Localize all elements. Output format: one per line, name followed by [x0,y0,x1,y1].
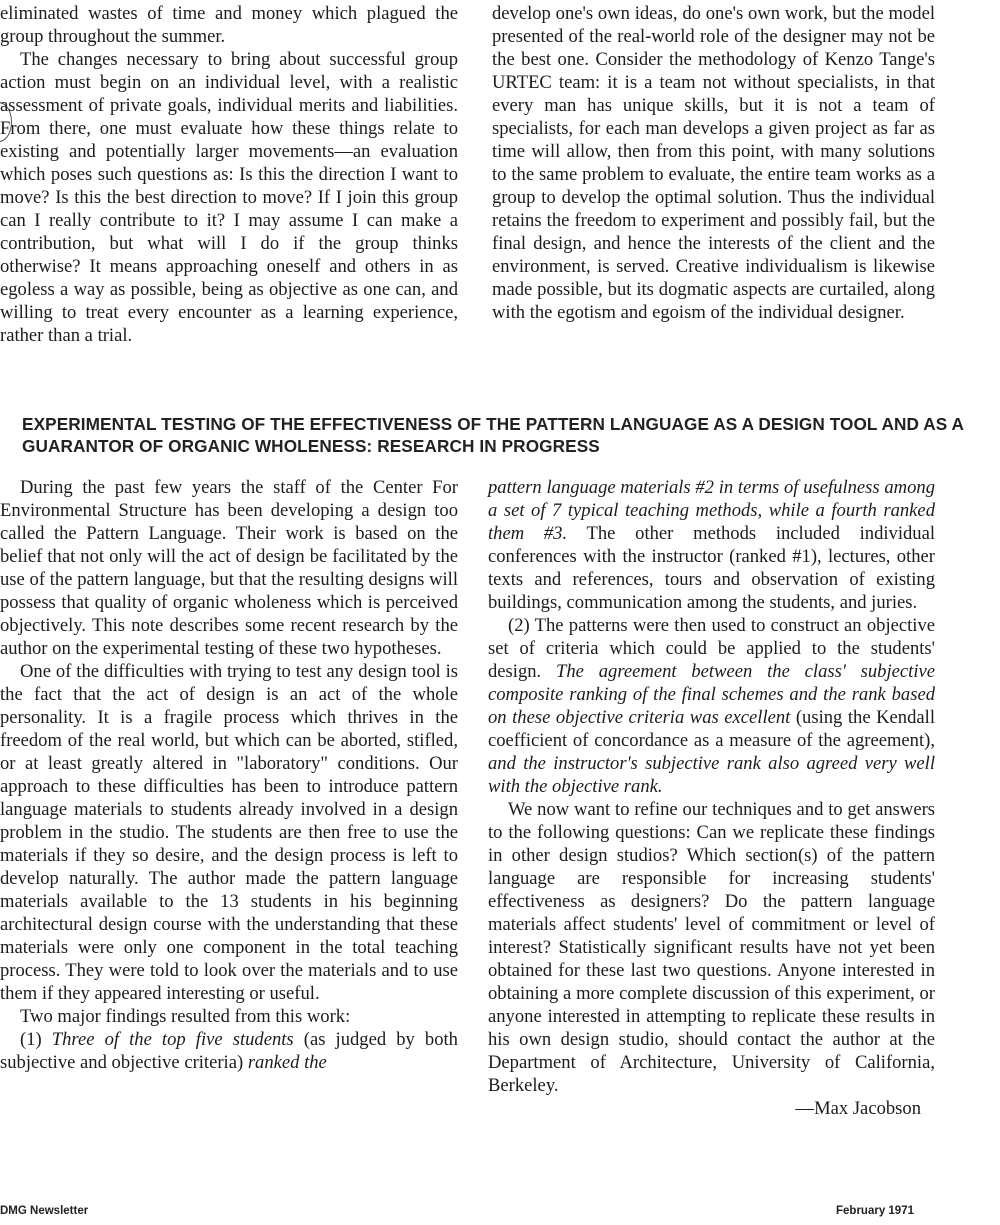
paragraph: During the past few years the staff of the Center For Environmental Structure has been developing a design too called the Pattern Language. Their work is based on the belief that not only will the act of design be facilitated by the use of the pattern language, but that the resulting designs will possess that quality of organic wholeness which is perceived objectively. This note describes some recent research by the author on the experimental testing of these two hypotheses. [0,477,458,659]
text-run: (using the Kendall coefficient of concordance as a measure of the agreement), [488,707,935,751]
issue-date: February 1971 [836,1205,914,1217]
paragraph: We now want to refine our techniques and to get answers to the following questions: Can we replicate these findings in other design studios? Which section(s) of the pattern language are responsible for increasing students' effectiveness as designers? Do the pattern language materials affect students' level of commitment or level of interest? Statistically significant results have not yet been obtained for these last two questions. Anyone interested in obtaining a more complete discussion of this experiment, or anyone interested in attempting to replicate these results in his own design studio, should contact the author at the Department of Architecture, University of California, Berkeley. [488,799,935,1096]
paragraph: Two major findings resulted from this work: [20,1006,351,1027]
finding-number: (1) [20,1029,42,1050]
paragraph [488,476,935,614]
text-run: (as judged by both subjective and objective criteria) [0,1029,458,1073]
italic-text: Three of the top five students [51,1029,294,1050]
italic-text: pattern language materials #2 in terms of usefulness among a set of 7 typical teaching methods, while a fourth ranked them #3. [488,477,935,544]
author-signature: —Max Jacobson [795,1098,921,1119]
article-heading: EXPERIMENTAL TESTING OF THE EFFECTIVENESS OF THE PATTERN LANGUAGE AS A DESIGN TOOL AND AS A GUARANTOR OF ORGANIC WHOLENESS: RESEARCH IN PROGRESS [22,414,964,456]
paragraph: One of the difficulties with trying to test any design tool is the fact that the act of design is an act of the whole personality. It is a fragile process which thrives in the freedom of the real world, but which can be aborted, stifled, or at least greatly altered in "laboratory" conditions. Our approach to these difficulties has been to introduce pattern language materials to students already involved in a design problem in the studio. The students are then free to use the materials if they so desire, and the design process is left to develop naturally. The author made the pattern language materials available to the 13 students in his beginning architectural design course with the understanding that these materials were only one component in the total teaching process. They were told to look over the materials and to use them if they appeared interesting or useful. [0,661,458,1004]
finding-one-paragraph [0,1028,458,1074]
paragraph: develop one's own ideas, do one's own work, but the model presented of the real-world role of the designer may not be the best one. Consider the methodology of Kenzo Tange's URTEC team: it is a team not without specialists, in that every man has unique skills, but it is not a team of specialists, for each man develops a given project as far as time will allow, then from this point, with many solutions to the same problem to evaluate, the entire team works as a group to develop the optimal solution. Thus the individual retains the freedom to experiment and possibly fail, but the final design, and hence the interests of the client and the environment, is served. Creative individualism is likewise made possible, but its dogmatic aspects are curtailed, along with the egotism and egoism of the individual designer. [492,3,935,323]
article-right-column [488,476,935,1120]
newsletter-name: DMG Newsletter [0,1205,89,1217]
top-left-column [0,2,458,347]
top-right-column [492,2,935,324]
paragraph: The changes necessary to bring about successful group action must begin on an individual level, with a realistic assessment of private goals, individual merits and liabilities. From there, one must evaluate how these things relate to existing and potentially larger movements—an evaluation which poses such questions as: Is this the direction I want to move? Is this the best direction to move? If I join this group can I really contribute to it? I may assume I can make a contribution, but what will I do if the group thinks otherwise? It means approaching oneself and others in as egoless a way as possible, being as objective as one can, and willing to treat every encounter as a learning experience, rather than a trial. [0,49,458,346]
finding-two-paragraph [488,614,935,798]
italic-text: The agreement between the class' subjective composite ranking of the final schemes and the rank based on these objective criteria was excellent [488,661,935,728]
italic-text: and the instructor's subjective rank also agreed very well with the objective rank. [488,753,935,797]
text-run: (2) The patterns were then used to construct an objective set of criteria which could be applied to the students' design. [488,615,935,682]
text-run: The other methods included individual conferences with the instructor (ranked #1), lectures, other texts and references, tours and observation of existing buildings, communication among the students, and juries. [488,523,936,613]
paragraph: eliminated wastes of time and money which plagued the group throughout the summer. [0,3,458,47]
article-left-column [0,476,458,1074]
italic-text: ranked the [247,1052,327,1073]
